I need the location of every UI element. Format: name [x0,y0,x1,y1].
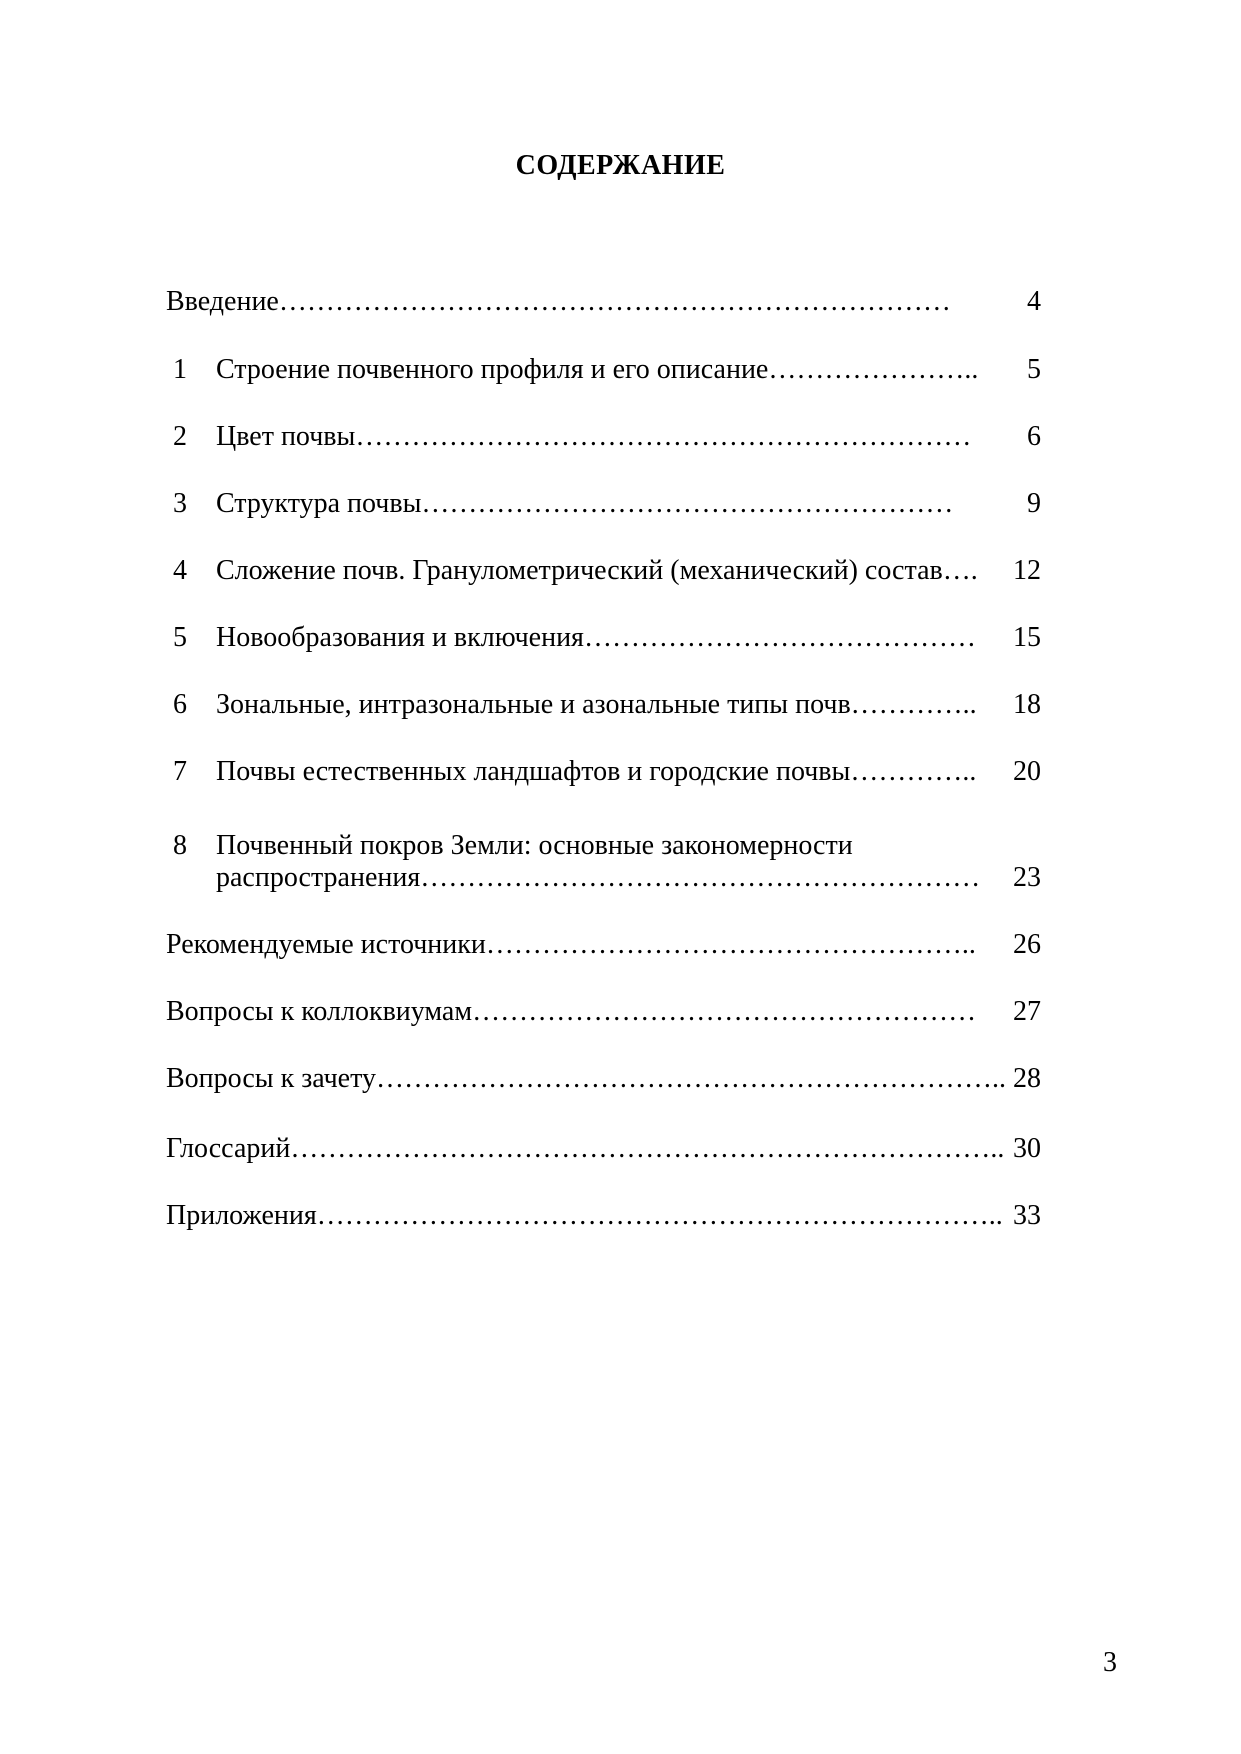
toc-entry-page: 6 [1027,421,1041,452]
toc-entry-number: 6 [173,689,187,720]
toc-entry-page: 5 [1027,354,1041,385]
page-title: СОДЕРЖАНИЕ [515,150,726,181]
toc-entry-text: Вопросы к зачету………………………………………………………….. [166,1063,1006,1094]
toc-entry-page: 33 [1013,1200,1041,1231]
toc-entry-text: Приложения……………………………………………………………….. [166,1200,1003,1231]
toc-entry-text: Введение……………………………………………………………… [166,286,951,317]
toc-entry-page: 28 [1013,1063,1041,1094]
toc-entry-number: 1 [173,354,187,385]
toc-entry-text: Вопросы к коллоквиумам……………………………………………… [166,996,977,1027]
toc-entry-page: 9 [1027,488,1041,519]
toc-entry-text: Структура почвы………………………………………………… [216,488,954,519]
toc-entry-text: Сложение почв. Гранулометрический (механический) состав…. [216,555,978,586]
toc-entry-page: 30 [1013,1133,1041,1164]
toc-entry-text: Глоссарий………………………………………………………………….. [166,1133,1005,1164]
toc-entry-number: 3 [173,488,187,519]
toc-entry-text: Рекомендуемые источники…………………………………………….. [166,929,976,960]
toc-entry-page: 12 [1013,555,1041,586]
toc-entry-text: Строение почвенного профиля и его описание………………….. [216,354,979,385]
toc-entry-page: 26 [1013,929,1041,960]
toc-entry-number: 4 [173,555,187,586]
toc-entry-number: 8 [173,830,187,861]
toc-entry-number: 5 [173,622,187,653]
toc-entry-page: 23 [1013,862,1041,893]
toc-entry-text: Почвы естественных ландшафтов и городские почвы………….. [216,756,977,787]
footer-page-number: 3 [1103,1647,1117,1678]
toc-entry-text-line2: распространения…………………………………………………… [216,862,981,893]
toc-entry-text: Зональные, интразональные и азональные типы почв………….. [216,689,977,720]
toc-entry-page: 15 [1013,622,1041,653]
toc-entry-number: 2 [173,421,187,452]
toc-entry-page: 20 [1013,756,1041,787]
toc-entry-page: 27 [1013,996,1041,1027]
toc-entry-number: 7 [173,756,187,787]
toc-entry-text: Цвет почвы………………………………………………………… [216,421,972,452]
toc-entry-text-line1: Почвенный покров Земли: основные закономерности [216,830,853,861]
toc-entry-page: 18 [1013,689,1041,720]
toc-entry-text: Новообразования и включения…………………………………… [216,622,976,653]
toc-entry-page: 4 [1027,286,1041,317]
